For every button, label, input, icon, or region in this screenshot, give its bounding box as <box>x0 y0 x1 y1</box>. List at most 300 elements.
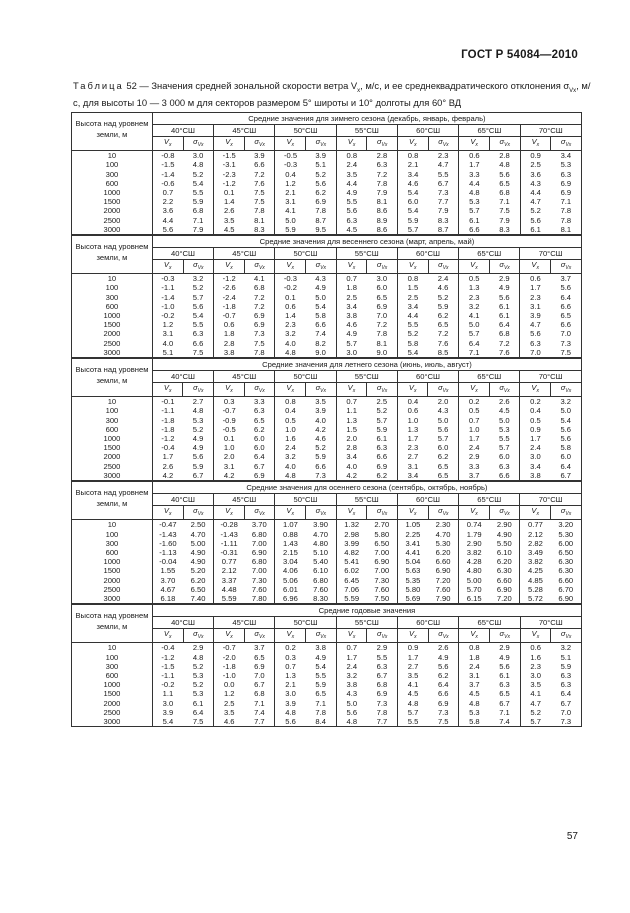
table-cell: 4.0 <box>162 338 174 348</box>
table-cell: 5.7 <box>468 329 480 339</box>
table-cell: 5.80 <box>367 530 398 539</box>
table-cell: 6.5 <box>367 293 398 302</box>
table-cell: 6.9 <box>306 197 337 206</box>
table-row <box>72 671 582 680</box>
table-row <box>72 689 582 698</box>
table-cell: 3.2 <box>183 274 214 284</box>
table-cell: 6.3 <box>551 671 582 680</box>
std-dev-symbol: $\sigma_{Vx}$ <box>551 260 582 274</box>
table-cell: 2.4 <box>468 443 480 453</box>
table-row <box>72 293 582 302</box>
table-cell: 5.6 <box>530 215 541 225</box>
table-cell: 6.5 <box>244 653 275 662</box>
table-cell: 4.8 <box>275 348 306 358</box>
table-cell: 6.4 <box>489 320 520 329</box>
latitude-header: 60°СШ <box>397 494 458 506</box>
standard-header: ГОСТ Р 54084—2010 <box>461 49 578 61</box>
table-cell: 5.41 <box>344 557 360 567</box>
height-value: 100 <box>72 283 153 292</box>
page-number: 57 <box>566 831 578 842</box>
std-dev-symbol: $\sigma_{Vx}$ <box>244 629 275 643</box>
height-value: 600 <box>72 671 153 680</box>
table-cell: 3.5 <box>223 707 235 717</box>
table-cell: 0.7 <box>346 397 357 407</box>
table-cell: 7.1 <box>551 197 582 206</box>
height-value: 2500 <box>72 708 153 717</box>
std-dev-symbol: $\sigma_{Vx}$ <box>367 137 398 151</box>
table-cell: 0.74 <box>466 520 482 530</box>
latitude-header: 65°СШ <box>459 494 520 506</box>
caption-text-b: , м/с, и ее среднеквадратического отклонения σ <box>360 80 570 91</box>
season-table <box>71 112 582 235</box>
table-cell: 1.7 <box>162 452 174 462</box>
table-cell: 2.6 <box>489 397 520 407</box>
table-cell: 6.9 <box>551 188 582 197</box>
height-column-header: Высота над уровнем земли, м <box>72 605 153 643</box>
table-cell: 3.1 <box>223 461 235 471</box>
table-cell: 7.60 <box>244 585 275 594</box>
wind-speed-tables <box>71 112 582 727</box>
latitude-header: 70°СШ <box>520 125 581 137</box>
season-title: Средние значения для весеннего сезона (март, апрель, май) <box>152 236 581 248</box>
table-cell: 6.70 <box>551 585 582 594</box>
std-dev-symbol: $\sigma_{Vx}$ <box>305 383 336 397</box>
table-cell: -1.1 <box>161 406 175 416</box>
table-cell: 5.7 <box>367 416 398 425</box>
latitude-header: 45°СШ <box>214 617 275 629</box>
latitude-header: 70°СШ <box>520 371 582 383</box>
table-cell: 5.6 <box>489 170 520 179</box>
mean-speed-symbol: $V_x$ <box>152 260 183 274</box>
table-cell: 0.6 <box>530 274 541 284</box>
table-cell: 4.7 <box>530 698 541 708</box>
table-cell: 0.8 <box>469 643 480 653</box>
table-cell: 5.6 <box>551 283 582 292</box>
table-cell: 0.6 <box>285 301 296 311</box>
table-cell: 2.4 <box>428 274 459 284</box>
height-value: 300 <box>72 293 153 302</box>
table-cell: 5.4 <box>306 662 337 671</box>
table-cell: 6.1 <box>489 302 520 311</box>
table-cell: 1.7 <box>530 283 541 293</box>
height-value: 10 <box>72 520 153 530</box>
table-cell: 6.5 <box>428 320 459 329</box>
table-cell: 6.4 <box>244 452 275 461</box>
table-cell: 3.3 <box>468 461 480 471</box>
table-cell: 8.4 <box>306 717 337 727</box>
table-cell: 7.8 <box>306 708 337 717</box>
table-cell: 7.3 <box>305 471 336 481</box>
table-cell: 0.7 <box>346 274 357 284</box>
table-cell: 6.4 <box>468 338 480 348</box>
table-cell: 3.8 <box>346 680 358 690</box>
table-cell: 3.3 <box>469 169 480 179</box>
table-cell: 6.0 <box>550 452 581 461</box>
table-cell: 2.7 <box>407 452 419 462</box>
table-cell: 0.4 <box>407 397 419 407</box>
table-cell: -0.3 <box>283 160 298 170</box>
table-cell: 6.6 <box>367 452 398 461</box>
table-cell: 5.2 <box>305 443 336 452</box>
table-row <box>72 302 582 311</box>
table-cell: 3.9 <box>305 406 336 415</box>
height-value: 10 <box>72 397 153 407</box>
mean-speed-symbol: $V_x$ <box>520 506 551 520</box>
latitude-header: 65°СШ <box>459 125 520 137</box>
table-cell: 5.2 <box>183 662 214 671</box>
season-title: Средние значения для осеннего сезона (сентябрь, октябрь, ноябрь) <box>152 482 581 494</box>
table-row <box>72 585 582 594</box>
table-cell: 7.8 <box>306 206 337 215</box>
mean-speed-symbol: $V_x$ <box>152 137 183 151</box>
table-cell: 6.9 <box>244 320 275 329</box>
table-cell: 2.9 <box>183 643 214 653</box>
table-cell: 1.3 <box>285 670 296 680</box>
table-cell: 3.7 <box>244 643 275 653</box>
table-cell: 6.96 <box>275 594 306 604</box>
table-cell: 4.3 <box>346 689 358 699</box>
table-row <box>72 557 582 566</box>
latitude-header: 40°СШ <box>152 617 213 629</box>
height-column-header: Высота над уровнем земли, м <box>72 482 153 520</box>
height-value: 2500 <box>72 462 153 471</box>
table-cell: 2.12 <box>528 529 543 539</box>
table-cell: 5.2 <box>183 283 214 292</box>
table-cell: 7.50 <box>367 594 398 604</box>
table-cell: 3.9 <box>244 151 275 161</box>
height-value: 300 <box>72 170 153 179</box>
table-cell: 2.0 <box>428 397 459 407</box>
table-cell: 5.3 <box>469 197 480 207</box>
table-row <box>72 539 582 548</box>
table-cell: 5.9 <box>407 215 419 225</box>
table-cell: 7.5 <box>489 206 520 215</box>
table-cell: 2.82 <box>528 538 543 548</box>
table-cell: 5.3 <box>183 671 214 680</box>
table-cell: 0.5 <box>468 406 480 416</box>
table-cell: 0.0 <box>223 680 235 690</box>
table-cell: 0.6 <box>530 643 541 653</box>
table-cell: 2.9 <box>367 643 398 653</box>
table-row <box>72 179 582 188</box>
std-dev-symbol: $\sigma_{Vx}$ <box>551 506 582 520</box>
table-cell: 2.8 <box>223 338 235 348</box>
table-cell: -1.2 <box>222 274 236 284</box>
mean-speed-symbol: $V_x$ <box>214 260 245 274</box>
table-cell: 1.3 <box>468 283 480 293</box>
table-cell: 8.2 <box>306 339 337 348</box>
height-value: 3000 <box>72 348 153 358</box>
height-value: 600 <box>72 548 153 557</box>
mean-speed-symbol: $V_x$ <box>152 506 183 520</box>
table-cell: 7.00 <box>367 548 398 557</box>
table-cell: 8.9 <box>367 216 398 225</box>
height-value: 100 <box>72 406 153 415</box>
table-cell: 5.7 <box>469 206 480 216</box>
std-dev-symbol: $\sigma_{Vx}$ <box>428 137 459 151</box>
std-dev-symbol: $\sigma_{Vx}$ <box>428 629 459 643</box>
table-cell: -1.4 <box>161 169 175 179</box>
table-cell: 5.2 <box>183 170 214 179</box>
table-cell: 0.6 <box>407 406 419 416</box>
mean-speed-symbol: $V_x$ <box>275 137 306 151</box>
table-cell: 6.2 <box>244 425 275 434</box>
table-cell: 1.7 <box>346 652 358 662</box>
table-cell: 5.1 <box>551 653 582 662</box>
height-value: 100 <box>72 653 153 662</box>
table-cell: 1.43 <box>283 538 298 548</box>
season-title: Средние годовые значения <box>152 605 581 617</box>
table-cell: 2.3 <box>428 151 459 161</box>
table-cell: -0.7 <box>222 643 236 653</box>
table-cell: 5.7 <box>398 225 429 235</box>
table-cell: 3.4 <box>551 151 582 161</box>
height-value: 3000 <box>72 471 153 481</box>
table-cell: 7.0 <box>520 348 551 358</box>
table-cell: 7.2 <box>367 170 398 179</box>
mean-speed-symbol: $V_x$ <box>152 629 183 643</box>
table-cell: 4.8 <box>183 406 214 415</box>
table-cell: 2.8 <box>489 151 520 161</box>
table-cell: -0.2 <box>161 311 175 321</box>
table-cell: 8.1 <box>244 216 275 225</box>
caption-sub-sigma: Vx <box>569 87 577 94</box>
table-cell: 4.0 <box>285 338 296 348</box>
table-cell: 2.9 <box>489 643 520 653</box>
table-cell: 5.0 <box>306 293 337 302</box>
table-cell: 6.6 <box>459 225 490 235</box>
table-cell: 4.06 <box>283 566 298 576</box>
latitude-header: 50°СШ <box>275 125 336 137</box>
table-cell: 7.8 <box>367 179 398 188</box>
table-cell: 7.9 <box>367 188 398 197</box>
table-row <box>72 188 582 197</box>
table-cell: 5.80 <box>405 584 421 594</box>
table-cell: 6.3 <box>551 170 582 179</box>
mean-speed-symbol: $V_x$ <box>397 383 428 397</box>
table-cell: 3.5 <box>223 215 235 225</box>
table-cell: 5.20 <box>183 566 214 575</box>
table-cell: 7.3 <box>428 708 459 717</box>
table-cell: 0.8 <box>407 151 419 161</box>
table-cell: 3.2 <box>285 329 296 339</box>
table-cell: 2.4 <box>346 160 358 170</box>
latitude-header: 55°СШ <box>336 125 397 137</box>
mean-speed-symbol: $V_x$ <box>214 506 245 520</box>
table-cell: -0.7 <box>222 311 236 321</box>
table-cell: 0.8 <box>346 151 358 161</box>
table-cell: 3.2 <box>285 452 296 462</box>
height-value: 3000 <box>72 717 153 727</box>
std-dev-symbol: $\sigma_{Vx}$ <box>183 629 214 643</box>
table-cell: 5.5 <box>367 653 398 662</box>
table-cell: 7.2 <box>244 170 275 179</box>
table-cell: 3.7 <box>459 471 490 481</box>
table-row <box>72 397 582 407</box>
mean-speed-symbol: $V_x$ <box>520 383 551 397</box>
table-cell: 5.50 <box>489 539 520 548</box>
season-title: Средние значения для летнего сезона (июнь, июль, август) <box>152 359 581 371</box>
table-cell: 4.8 <box>275 471 306 481</box>
table-cell: 1.7 <box>469 160 480 170</box>
table-cell: 2.12 <box>221 566 237 576</box>
table-cell: 0.88 <box>283 529 298 539</box>
table-cell: 4.70 <box>306 530 337 539</box>
table-cell: 4.28 <box>466 557 482 567</box>
table-cell: 6.5 <box>551 311 582 320</box>
table-cell: 5.0 <box>346 698 358 708</box>
latitude-header: 65°СШ <box>459 617 520 629</box>
table-cell: 2.98 <box>344 529 360 539</box>
table-cell: 2.8 <box>367 151 398 161</box>
table-cell: 6.8 <box>489 188 520 197</box>
mean-speed-symbol: $V_x$ <box>459 137 490 151</box>
table-cell: 6.7 <box>550 471 581 481</box>
season-table <box>71 604 582 727</box>
table-cell: 5.7 <box>428 434 459 443</box>
table-cell: 6.3 <box>367 662 398 671</box>
table-cell: 5.2 <box>530 206 541 216</box>
table-cell: 4.7 <box>530 320 541 330</box>
table-cell: 3.82 <box>528 557 543 567</box>
table-cell: 7.3 <box>367 699 398 708</box>
table-cell: -0.5 <box>283 151 298 161</box>
table-cell: 7.2 <box>367 320 398 329</box>
table-cell: 7.2 <box>428 329 459 338</box>
table-cell: 5.4 <box>306 302 337 311</box>
std-dev-symbol: $\sigma_{Vx}$ <box>367 260 398 274</box>
table-cell: 2.50 <box>183 520 214 530</box>
table-cell: 2.15 <box>283 547 298 557</box>
std-dev-symbol: $\sigma_{Vx}$ <box>183 383 214 397</box>
std-dev-symbol: $\sigma_{Vx}$ <box>244 137 275 151</box>
height-value: 10 <box>72 151 153 161</box>
table-cell: 6.30 <box>489 566 520 575</box>
table-cell: 7.30 <box>367 576 398 585</box>
latitude-header: 50°СШ <box>275 248 336 260</box>
latitude-header: 40°СШ <box>152 125 213 137</box>
table-cell: 7.1 <box>489 197 520 206</box>
table-cell: 6.0 <box>244 443 275 452</box>
table-cell: 1.3 <box>407 424 419 434</box>
std-dev-symbol: $\sigma_{Vx}$ <box>489 260 520 274</box>
table-cell: 7.9 <box>489 216 520 225</box>
latitude-header: 60°СШ <box>398 617 459 629</box>
mean-speed-symbol: $V_x$ <box>336 260 367 274</box>
table-cell: 2.2 <box>162 197 174 207</box>
table-cell: 3.2 <box>346 670 358 680</box>
table-cell: 5.2 <box>183 680 214 689</box>
table-cell: 5.3 <box>489 425 520 434</box>
table-row <box>72 643 582 653</box>
table-cell: 0.77 <box>221 557 237 567</box>
table-cell: 2.4 <box>285 443 296 453</box>
table-cell: 6.3 <box>551 680 582 689</box>
table-cell: 4.82 <box>344 547 360 557</box>
table-cell: -0.1 <box>161 397 175 407</box>
table-cell: 5.5 <box>398 717 429 727</box>
table-cell: 3.70 <box>160 575 176 585</box>
table-cell: 0.2 <box>285 643 296 653</box>
table-cell: 6.7 <box>489 699 520 708</box>
table-cell: 6.90 <box>428 566 459 575</box>
table-cell: 4.90 <box>183 548 214 557</box>
table-row <box>72 425 582 434</box>
table-cell: 8.5 <box>428 348 459 358</box>
table-cell: 2.3 <box>468 292 480 302</box>
table-cell: 3.2 <box>550 397 581 407</box>
height-value: 3000 <box>72 594 153 604</box>
table-cell: 8.3 <box>489 225 520 235</box>
height-column-header: Высота над уровнем земли, м <box>72 113 153 151</box>
table-cell: 5.6 <box>346 206 358 216</box>
table-cell: 3.1 <box>469 670 480 680</box>
table-cell: 4.6 <box>346 320 357 330</box>
height-column-header: Высота над уровнем земли, м <box>72 236 153 274</box>
table-cell: -2.6 <box>222 283 236 293</box>
table-cell: 9.5 <box>306 225 337 235</box>
mean-speed-symbol: $V_x$ <box>275 629 306 643</box>
table-cell: 4.8 <box>285 707 296 717</box>
std-dev-symbol: $\sigma_{Vx}$ <box>306 137 337 151</box>
table-cell: -1.8 <box>222 301 236 311</box>
table-cell: 7.6 <box>244 179 275 188</box>
table-cell: 3.9 <box>306 151 337 161</box>
table-cell: 2.70 <box>367 520 398 530</box>
table-cell: 7.90 <box>428 594 459 604</box>
table-cell: 4.70 <box>183 530 214 539</box>
table-cell: 5.2 <box>183 425 214 434</box>
latitude-header: 40°СШ <box>152 371 213 383</box>
table-cell: 1.8 <box>469 652 480 662</box>
table-cell: 5.6 <box>152 225 183 235</box>
table-cell: 3.0 <box>367 274 398 284</box>
std-dev-symbol: $\sigma_{Vx}$ <box>428 260 459 274</box>
table-cell: 4.2 <box>305 425 336 434</box>
table-cell: 0.8 <box>407 274 419 284</box>
table-cell: 7.0 <box>244 671 275 680</box>
mean-speed-symbol: $V_x$ <box>520 629 551 643</box>
table-cell: 7.6 <box>428 339 459 348</box>
table-cell: 7.0 <box>551 329 582 338</box>
table-cell: 5.5 <box>489 434 520 443</box>
table-cell: 3.5 <box>346 169 358 179</box>
table-row <box>72 416 582 425</box>
table-cell: 6.8 <box>244 283 275 292</box>
table-cell: 2.8 <box>346 443 357 453</box>
table-cell: 0.4 <box>285 406 296 416</box>
table-cell: 6.1 <box>367 434 398 443</box>
table-cell: 7.06 <box>344 584 360 594</box>
table-cell: 2.5 <box>367 397 398 407</box>
table-cell: 6.0 <box>244 434 275 443</box>
latitude-header: 40°СШ <box>152 248 213 260</box>
table-cell: -1.13 <box>159 547 177 557</box>
table-cell: 5.28 <box>528 584 543 594</box>
table-cell: 1.3 <box>346 415 357 425</box>
season-table <box>71 235 582 358</box>
table-cell: 5.4 <box>407 188 419 198</box>
table-cell: 3.4 <box>407 301 419 311</box>
table-row <box>72 653 582 662</box>
table-cell: 4.6 <box>428 283 459 292</box>
table-cell: 4.5 <box>214 225 245 235</box>
table-cell: 6.9 <box>367 689 398 698</box>
table-cell: 5.6 <box>306 179 337 188</box>
table-cell: 3.04 <box>283 557 298 567</box>
table-row <box>72 594 582 604</box>
table-cell: 4.4 <box>469 178 480 188</box>
